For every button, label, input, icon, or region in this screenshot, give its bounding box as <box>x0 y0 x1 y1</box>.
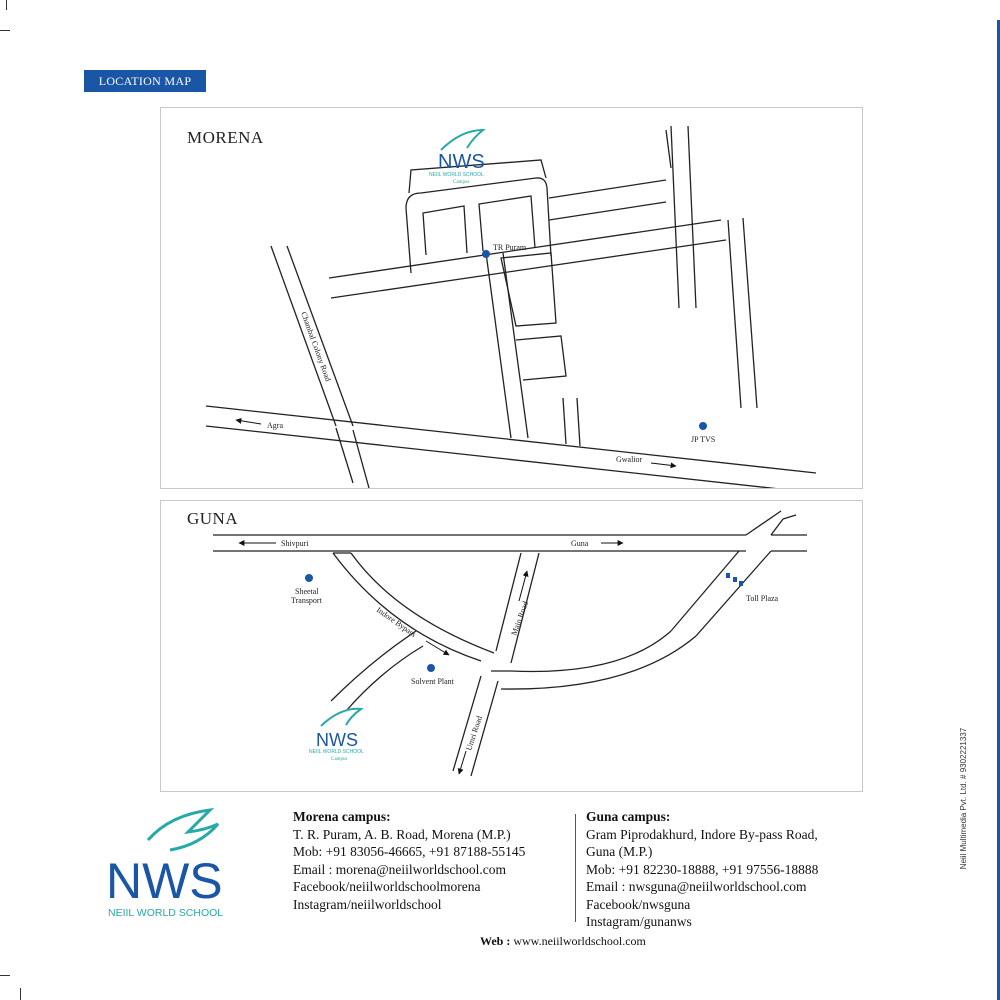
toll-plaza-marker <box>733 577 737 582</box>
jp-tvs-label: JP TVS <box>691 435 716 444</box>
agra-label: Agra <box>267 421 283 430</box>
morena-mobile: Mob: +91 83056-46665, +91 87188-55145 <box>293 844 526 859</box>
nws-logo-tag: Campus <box>453 180 470 185</box>
guna-address-1: Gram Piprodakhurd, Indore By-pass Road, <box>586 826 818 842</box>
guna-map-panel <box>160 500 863 792</box>
guna-label: Guna <box>571 539 589 548</box>
nws-logo-large-name: NEIIL WORLD SCHOOL <box>108 907 224 919</box>
tr-puram-label: TR Puram <box>493 243 527 252</box>
nws-logo-large <box>100 800 250 920</box>
morena-facebook[interactable]: Facebook/neiilworldschoolmorena <box>293 879 481 894</box>
web-url[interactable]: www.neiilworldschool.com <box>513 934 646 948</box>
umri-road-label: Umri Road <box>464 714 484 752</box>
umri-road-arrow <box>459 751 466 774</box>
morena-map-panel <box>160 107 863 489</box>
morena-instagram[interactable]: Instagram/neiilworldschool <box>293 896 442 912</box>
morena-map <box>161 108 862 488</box>
solvent-plant-label: Solvent Plant <box>411 677 454 686</box>
toll-plaza-marker <box>726 573 730 578</box>
tr-puram-marker <box>482 250 490 258</box>
nws-logo-small-guna <box>309 709 364 762</box>
guna-facebook[interactable]: Facebook/nwsguna <box>586 896 691 912</box>
guna-instagram[interactable]: Instagram/gunanws <box>586 914 692 929</box>
morena-email[interactable]: Email : morena@neiilworldschool.com <box>293 861 507 877</box>
crop-mark <box>0 30 10 31</box>
main-road-label: Main Road <box>509 599 531 637</box>
guna-map <box>161 501 862 791</box>
morena-title: MORENA <box>187 128 264 147</box>
sidebar-credit <box>954 718 974 878</box>
website-line <box>480 934 646 949</box>
sheetal-label-2: Transport <box>291 596 322 605</box>
guna-mobile: Mob: +91 82230-18888, +91 97556-18888 <box>586 861 819 877</box>
guna-campus-heading: Guna campus: <box>586 809 671 824</box>
sheetal-transport-marker <box>305 574 313 582</box>
guna-campus-info <box>586 808 818 931</box>
crop-mark <box>0 975 10 976</box>
indore-bypass-label: Indore Bypass <box>374 605 418 640</box>
jp-tvs-marker <box>699 422 707 430</box>
sidebar-credit-text: Neiil Multimedia Pvt. Ltd. # 9302221337 <box>959 727 969 869</box>
solvent-plant-marker <box>427 664 435 672</box>
toll-plaza-marker <box>739 581 743 586</box>
dolphin-icon <box>148 810 218 850</box>
morena-campus-heading: Morena campus: <box>293 809 391 824</box>
nws-logo-tag: Campus <box>331 757 348 762</box>
location-map-badge: LOCATION MAP <box>84 70 206 92</box>
chambal-road-label: Chambal Colony Road <box>299 310 333 383</box>
morena-campus-info <box>293 808 525 913</box>
nws-logo-small <box>429 130 485 185</box>
gwalior-arrow <box>651 463 676 466</box>
nws-logo-text: NWS <box>438 151 485 173</box>
nws-logo-name: NEIIL WORLD SCHOOL <box>309 749 364 755</box>
toll-plaza-label: Toll Plaza <box>746 594 779 603</box>
sheetal-label-1: Sheetal <box>295 587 319 596</box>
morena-road-lines <box>206 126 816 488</box>
guna-road-lines <box>213 511 807 776</box>
shivpuri-label: Shivpuri <box>281 539 309 548</box>
nws-logo-text: NWS <box>316 730 358 750</box>
web-label: Web : <box>480 934 511 948</box>
gwalior-label: Gwalior <box>616 455 643 464</box>
guna-address-2: Guna (M.P.) <box>586 844 653 859</box>
guna-email[interactable]: Email : nwsguna@neiilworldschool.com <box>586 879 807 894</box>
guna-title: GUNA <box>187 509 239 528</box>
morena-address: T. R. Puram, A. B. Road, Morena (M.P.) <box>293 826 511 842</box>
nws-logo-large-text: NWS <box>106 853 223 909</box>
nws-logo-name: NEIIL WORLD SCHOOL <box>429 172 484 178</box>
crop-mark <box>20 988 21 1000</box>
campus-divider <box>575 814 576 922</box>
crop-mark <box>6 0 7 10</box>
agra-arrow <box>236 420 261 424</box>
main-road-arrow <box>519 571 527 601</box>
